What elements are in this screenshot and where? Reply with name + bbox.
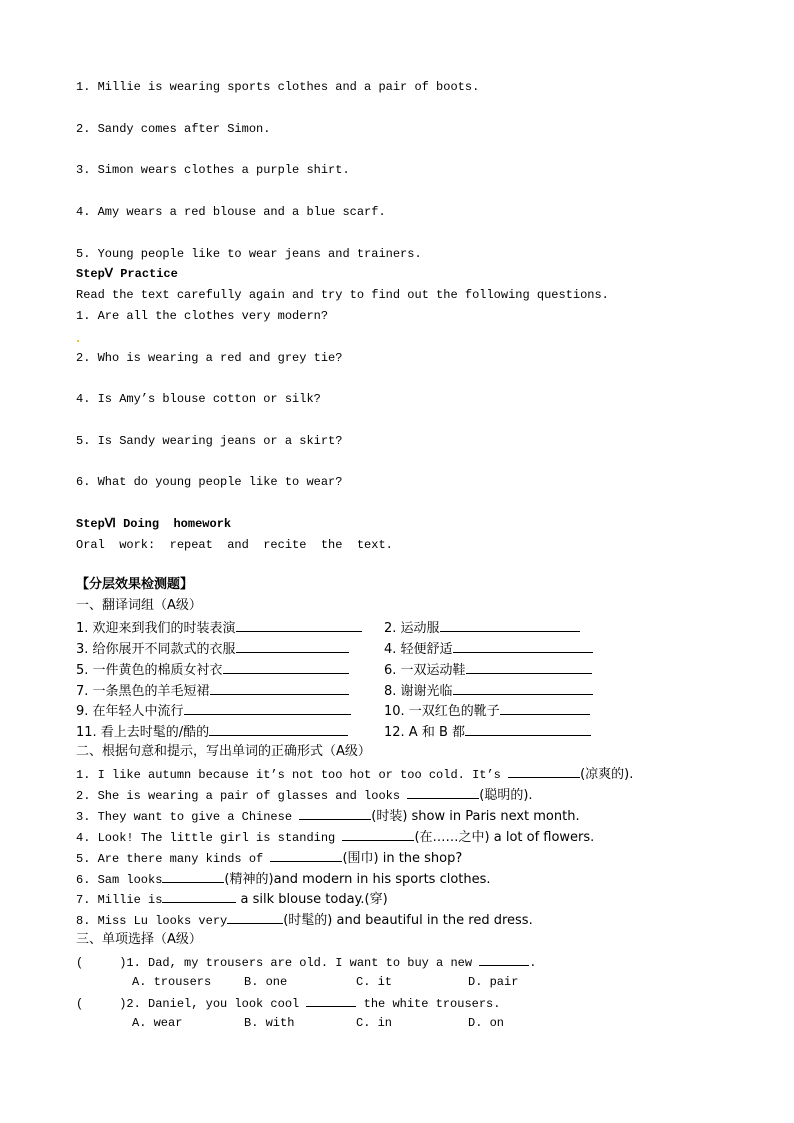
answer-blank[interactable] — [223, 661, 349, 674]
word-form-item: 7. Millie is a silk blouse today.(穿) — [76, 892, 388, 907]
answer-blank[interactable] — [210, 682, 349, 695]
mc-question: ( )1. Dad, my trousers are old. I want to buy a new . — [76, 953, 536, 971]
answer-blank[interactable] — [209, 723, 348, 736]
word-form-item: 1. I like autumn because it’s not too hot or too cold. It’s (凉爽的). — [76, 767, 634, 782]
practice-question: 2. Who is wearing a red and grey tie? — [76, 351, 343, 365]
phrase-item: 5. 一件黄色的棉质女衬衣 — [76, 661, 349, 679]
phrase-item: 11. 看上去时髦的/酷的 — [76, 723, 348, 741]
answer-blank[interactable] — [453, 640, 593, 653]
step6-text: Oral work: repeat and recite the text. — [76, 538, 393, 552]
word-form-item: 4. Look! The little girl is standing (在……之中) a lot of flowers. — [76, 830, 595, 845]
answer-blank[interactable] — [453, 682, 593, 695]
answer-blank[interactable] — [440, 619, 580, 632]
practice-question: 1. Are all the clothes very modern? — [76, 309, 329, 323]
answer-blank[interactable] — [342, 828, 414, 841]
answer-blank[interactable] — [508, 765, 580, 778]
answer-blank[interactable] — [306, 994, 356, 1007]
check-sentence: 1. Millie is wearing sports clothes and a pair of boots. — [76, 80, 480, 94]
answer-blank[interactable] — [500, 702, 590, 715]
answer-blank[interactable] — [479, 953, 529, 966]
phrase-item: 6. 一双运动鞋 — [384, 661, 592, 679]
phrase-item: 2. 运动服 — [384, 619, 580, 637]
practice-question: 6. What do young people like to wear? — [76, 475, 343, 489]
mc-option[interactable]: C. in — [356, 1016, 393, 1030]
check-sentence: 3. Simon wears clothes a purple shirt. — [76, 163, 350, 177]
decorative-dot — [77, 340, 79, 342]
word-form-item: 6. Sam looks (精神的)and modern in his sports clothes. — [76, 872, 491, 887]
answer-blank[interactable] — [162, 890, 236, 903]
check-sentence: 5. Young people like to wear jeans and trainers. — [76, 247, 422, 261]
phrase-item: 12. A 和 B 都 — [384, 723, 591, 741]
mc-option[interactable]: B. one — [244, 975, 288, 989]
phrase-item: 9. 在年轻人中流行 — [76, 702, 351, 720]
step5-instruction: Read the text carefully again and try to find out the following questions. — [76, 288, 609, 302]
practice-question: 4. Is Amy’s blouse cotton or silk? — [76, 392, 321, 406]
answer-blank[interactable] — [227, 911, 283, 924]
word-form-item: 8. Miss Lu looks very (时髦的) and beautiful in the red dress. — [76, 913, 533, 928]
part3-heading: 三、单项选择（A级） — [76, 932, 202, 947]
word-form-item: 5. Are there many kinds of (围巾) in the shop? — [76, 851, 463, 866]
mc-option[interactable]: B. with — [244, 1016, 295, 1030]
part2-heading: 二、根据句意和提示，写出单词的正确形式（A级） — [76, 744, 371, 759]
mc-option[interactable]: C. it — [356, 975, 393, 989]
phrase-item: 10. 一双红色的靴子 — [384, 702, 590, 720]
mc-option[interactable]: D. pair — [468, 975, 519, 989]
answer-blank[interactable] — [236, 619, 362, 632]
check-sentence: 4. Amy wears a red blouse and a blue scarf. — [76, 205, 386, 219]
phrase-item: 8. 谢谢光临 — [384, 682, 593, 700]
step6-heading: StepⅥ Doing homework — [76, 517, 232, 531]
mc-question: ( )2. Daniel, you look cool the white trousers. — [76, 994, 500, 1012]
phrase-item: 7. 一条黑色的羊毛短裙 — [76, 682, 349, 700]
mc-option[interactable]: D. on — [468, 1016, 505, 1030]
step5-heading: StepⅤ Practice — [76, 267, 178, 281]
word-form-item: 3. They want to give a Chinese (时装) show in Paris next month. — [76, 809, 580, 824]
word-form-item: 2. She is wearing a pair of glasses and looks (聪明的). — [76, 788, 533, 803]
mc-option[interactable]: A. wear — [132, 1016, 183, 1030]
answer-blank[interactable] — [407, 786, 479, 799]
answer-blank[interactable] — [270, 849, 342, 862]
phrase-item: 3. 给你展开不同款式的衣服 — [76, 640, 349, 658]
answer-blank[interactable] — [236, 640, 349, 653]
answer-blank[interactable] — [162, 870, 224, 883]
practice-question: 5. Is Sandy wearing jeans or a skirt? — [76, 434, 343, 448]
answer-blank[interactable] — [299, 807, 371, 820]
part1-heading: 一、翻译词组（A级） — [76, 598, 202, 613]
phrase-item: 1. 欢迎来到我们的时装表演 — [76, 619, 362, 637]
mc-option[interactable]: A. trousers — [132, 975, 212, 989]
check-sentence: 2. Sandy comes after Simon. — [76, 122, 271, 136]
test-title: 【分层效果检测题】 — [76, 577, 194, 592]
answer-blank[interactable] — [465, 723, 591, 736]
answer-blank[interactable] — [466, 661, 592, 674]
answer-blank[interactable] — [184, 702, 351, 715]
phrase-item: 4. 轻便舒适 — [384, 640, 593, 658]
